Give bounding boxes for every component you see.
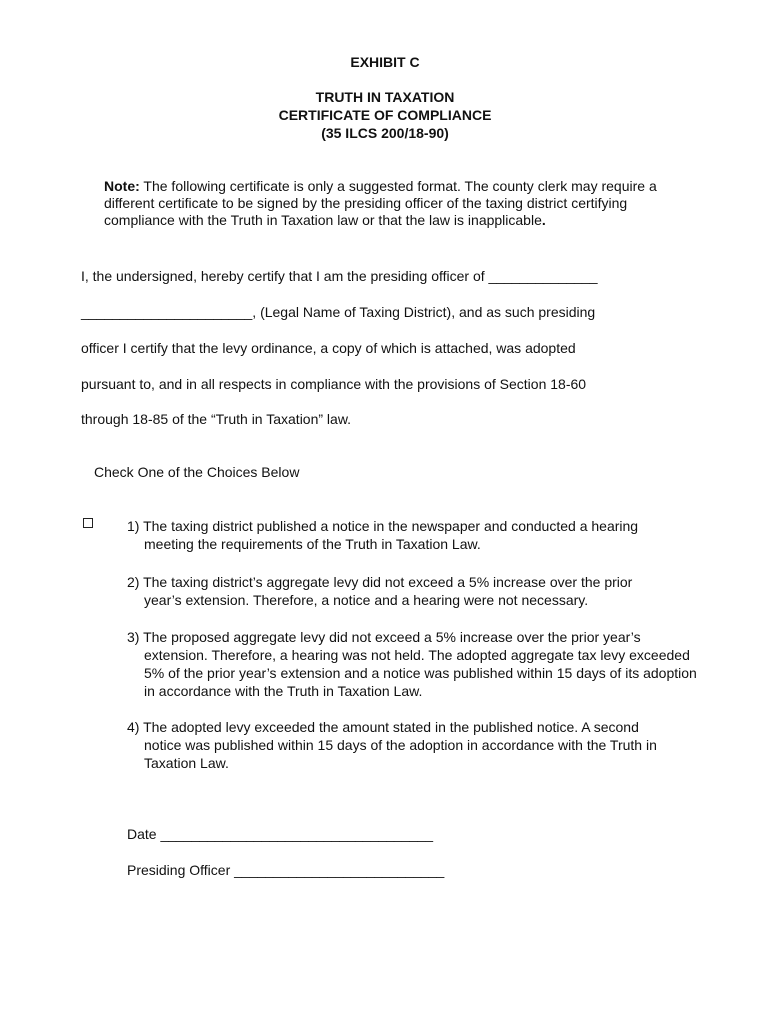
choice-2-continuation: year’s extension. Therefore, a notice and a hearing were not necessary. <box>144 592 589 608</box>
date-signature-line[interactable]: Date ___________________________________ <box>127 826 433 842</box>
choice-1-continuation: meeting the requirements of the Truth in Taxation Law. <box>144 536 481 552</box>
note-label: Note: <box>104 178 140 194</box>
choice-3-continuation: extension. Therefore, a hearing was not held. The adopted aggregate tax levy exceeded 5% of the prior year’s extension and a notice was published within 15 days of its adoption in accordance with the Truth in Taxation Law. <box>144 647 697 699</box>
note-text: The following certificate is only a suggested format. The county clerk may require a different certificate to be signed by the presiding officer of the taxing district certifying compliance with the Truth in Taxation law or that the law is inapplicable <box>104 178 657 228</box>
presiding-officer-signature-line[interactable]: Presiding Officer ___________________________ <box>127 862 445 878</box>
choice-3-first-line: 3) The proposed aggregate levy did not exceed a 5% increase over the prior year’s <box>127 629 641 645</box>
choice-item-2 <box>127 573 697 609</box>
certification-line-3: officer I certify that the levy ordinance, a copy of which is attached, was adopted <box>81 340 576 356</box>
choice-checkbox[interactable] <box>83 518 93 528</box>
note-period: . <box>541 212 546 228</box>
exhibit-title: EXHIBIT C <box>350 54 420 70</box>
choice-item-3 <box>127 628 697 700</box>
doc-title-line1: TRUTH IN TAXATION <box>315 89 455 105</box>
certification-line-2: ______________________, (Legal Name of Taxing District), and as such presiding <box>81 304 596 320</box>
certification-line-4: pursuant to, and in all respects in compliance with the provisions of Section 18-60 <box>81 376 587 392</box>
certification-line-5: through 18-85 of the “Truth in Taxation” law. <box>81 411 352 427</box>
doc-title-line3: (35 ILCS 200/18-90) <box>321 125 449 141</box>
choice-item-4 <box>127 718 697 772</box>
note-paragraph <box>104 178 684 229</box>
choice-4-continuation: notice was published within 15 days of the adoption in accordance with the Truth in Taxation Law. <box>144 737 657 771</box>
certification-line-1: I, the undersigned, hereby certify that I am the presiding officer of ______________ <box>81 268 598 284</box>
choice-4-first-line: 4) The adopted levy exceeded the amount stated in the published notice. A second <box>127 719 639 735</box>
choices-title: Check One of the Choices Below <box>94 464 300 480</box>
choice-2-first-line: 2) The taxing district’s aggregate levy did not exceed a 5% increase over the prior <box>127 574 633 590</box>
choice-item-1 <box>127 517 697 553</box>
choice-1-first-line: 1) The taxing district published a notice in the newspaper and conducted a hearing <box>127 518 639 534</box>
doc-title-line2: CERTIFICATE OF COMPLIANCE <box>278 107 492 123</box>
